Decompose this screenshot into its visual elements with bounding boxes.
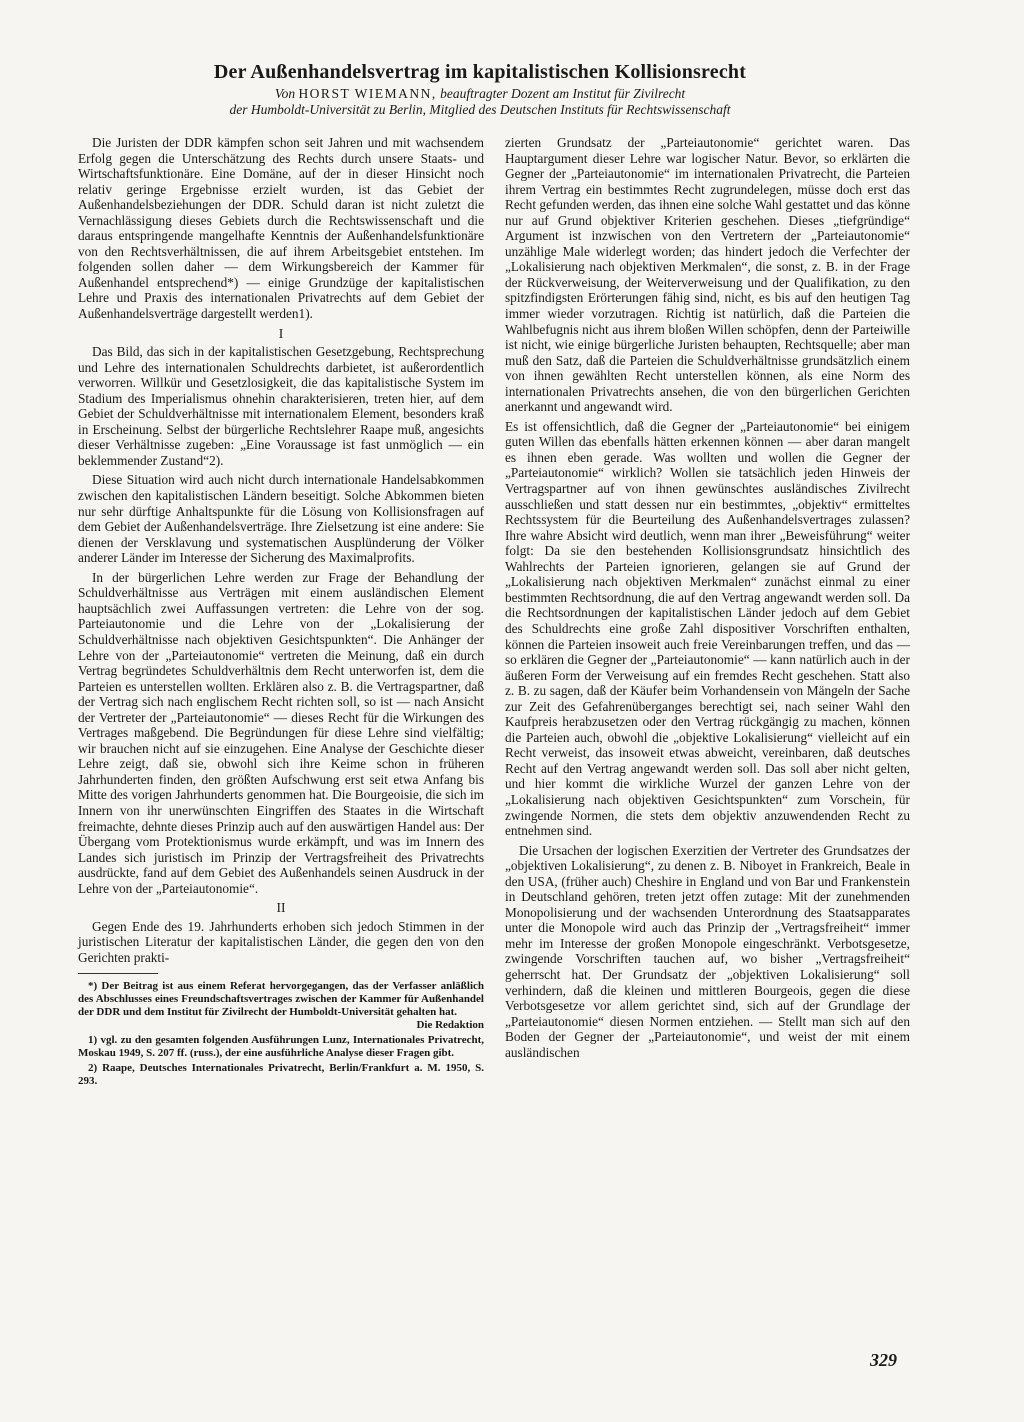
paragraph: Die Juristen der DDR kämpfen schon seit Jahren und mit wachsendem Erfolg gegen die Unterschätzung des Rechts durch unsere Staats- und Wirtschaftsfunktionäre. Eine Domäne, auf der in dieser Hinsicht noch relativ geringe Ergebnisse erzielt wurden, ist das Gebiet der Außenhandelsbeziehungen der DDR. Schuld daran ist nicht zuletzt die Vernachlässigung dieses Gebiets durch die Rechtswissenschaft und die daraus entspringende mangelhafte Kenntnis der Außenhandelsfunktionäre von den Rechtsverhältnissen, die auf ihrem Arbeitsgebiet entstehen. Im folgenden sollen daher — dem Wirkungsbereich der Kammer für Außenhandel entsprechend*) — einige Grundzüge der kapitalistischen Lehre und Praxis des internationalen Privatrechts auf dem Gebiet der Außenhandelsverträge dargestellt werden1). xyxy=(78,135,484,322)
paragraph: In der bürgerlichen Lehre werden zur Frage der Behandlung der Schuldverhältnisse aus Verträgen mit einem ausländischen Element hauptsächlich zwei Auffassungen vertreten: die Lehre von der sog. Parteiautonomie und die Lehre von der „Lokalisierung der Schuldverhältnisse nach objektiven Gesichtspunkten“. Die Anhänger der Lehre von der „Parteiautonomie“ vertreten die Meinung, daß ein durch Vertrag begründetes Schuldverhältnis dem Recht unterworfen ist, dem die Parteien es unterstellen wollten. Erklären also z. B. die Vertragspartner, daß der Vertrag sich nach englischem Recht richten soll, so ist — nach Ansicht der Vertreter der „Parteiautonomie“ — dieses Recht für die Wirkungen des Vertrages maßgebend. Die Begründungen für diese Lehre sind vielfältig; wir brauchen nicht auf sie einzugehen. Eine Analyse der Geschichte dieser Lehre zeigt, daß sie, obwohl sich ihre Keime schon in früheren Jahrhunderten finden, den größten Aufschwung erst seit etwa Anfang bis Mitte des vorigen Jahrhunderts genommen hat. Die Bourgeoisie, die sich im Innern von ihr unerwünschten Eingriffen des Staates in die Wirtschaft freimachte, dehnte dieses Prinzip auch auf den auswärtigen Handel aus: Der Übergang vom Protektionismus wurde erkämpft, und was im Innern des Landes sich juristisch im Prinzip der Vertragsfreiheit des Privatrechts ausdrückte, fand auf dem Gebiet des Außenhandels seinen Ausdruck in der Lehre von der „Parteiautonomie“. xyxy=(78,569,484,896)
footnote: 2) Raape, Deutsches Internationales Privatrecht, Berlin/Frankfurt a. M. 1950, S. 293. xyxy=(78,1062,484,1088)
byline-line-2: der Humboldt-Universität zu Berlin, Mitglied des Deutschen Instituts für Rechtswissenschaft xyxy=(229,102,731,117)
paragraph: Das Bild, das sich in der kapitalistischen Gesetzgebung, Rechtsprechung und Lehre des internationalen Schuldrechts darbietet, ist außerordentlich verworren. Willkür und Gesetzlosigkeit, die das kapitalistische System im Stadium des Imperialismus ohnehin charakterisieren, treten hier, auf dem Gebiet der Schuldverhältnisse mit internationalem Element, besonders kraß in Erscheinung. Selbst der bürgerliche Rechtslehrer Raape muß, angesichts dieser Verhältnisse zugeben: „Eine Voraussage ist fast unmöglich — ein beklemmender Zustand“2). xyxy=(78,344,484,468)
page-number: 329 xyxy=(870,1350,897,1370)
footnote: 1) vgl. zu den gesamten folgenden Ausführungen Lunz, Internationales Privatrecht, Moskau 1949, S. 207 ff. (russ.), der eine ausführliche Analyse dieser Fragen gibt. xyxy=(78,1034,484,1060)
article-header xyxy=(80,60,880,118)
footnotes xyxy=(78,980,484,1088)
right-column xyxy=(505,135,910,1064)
footnote-divider xyxy=(78,973,158,974)
byline-prefix: Von xyxy=(274,86,296,101)
section-heading-1: I xyxy=(278,325,284,341)
paragraph: zierten Grundsatz der „Parteiautonomie“ gerichtet waren. Das Hauptargument dieser Lehre war logischer Natur. Bevor, so erklärten die Gegner der „Parteiautonomie“ im internationalen Privatrecht, die Parteien ihrem Vertrag ein bestimmtes Recht zugrundelegen, müsse doch erst das Recht gefunden werden, das ihnen eine solche Wahl gestattet und das könne nur auf Grund objektiver Kriterien geschehen. Dieses „tiefgründige“ Argument ist inzwischen von den Vertretern der „Parteiautonomie“ unzählige Male widerlegt worden; das hindert jedoch die Verfechter der „Lokalisierung nach objektiven Merkmalen“, die sonst, z. B. in der Frage der Rückverweisung, der Weiterverweisung und der Qualifikation, zu den spitzfindigsten Erörterungen fähig sind, nicht, es bis auf den heutigen Tag immer wieder vorzutragen. Richtig ist natürlich, daß die Parteien die Wahlbefugnis nicht aus ihrem bloßen Willen schöpfen, denn der Parteiwille ist nicht, wie einige bürgerliche Juristen behaupten, Rechtsquelle; aber man muß den Satz, daß die Parteien die Schuldverhältnisse grundsätzlich einem von ihnen gewählten Recht unterstellen können, als eine Norm des internationalen Privatrechts ansehen, die von den bürgerlichen Gerichten anerkannt und angewandt wird. xyxy=(505,135,910,415)
section-heading-2: II xyxy=(276,900,286,916)
footnote-signature: Die Redaktion xyxy=(416,1019,484,1032)
author-affiliation: beauftragter Dozent am Institut für Zivilrecht xyxy=(440,86,686,101)
footnote xyxy=(78,980,484,1032)
byline-line-1 xyxy=(80,86,880,102)
paragraph: Es ist offensichtlich, daß die Gegner der „Parteiautonomie“ bei einigem guten Willen das ebenfalls hätten erkennen können — aber daran mangelt es ihnen eben gerade. Was wollten und wollen die Gegner der „Parteiautonomie“ wirklich? Wollen sie tatsächlich jeden Hinweis der Vertragspartner auf von ihnen gewünschtes ausländisches Zivilrecht ausschließen und statt dessen nur ein bestimmtes, „objektiv“ ermitteltes Rechtssystem für die Beurteilung des Außenhandelsvertrages zulassen? Ihre wahre Absicht wird deutlich, wenn man ihrer „Beweisführung“ weiter folgt: Da sie den bestehenden Kollisionsgrundsatz hinsichtlich des Wahlrechts der Parteien ignorieren, gelangen sie auf Grund der „Lokalisierung nach objektiven Merkmalen“ zunächst einmal zu einer bestimmten Rechtsordnung, die auf den Vertrag angewandt werden soll. Da die Rechtsordnungen der kapitalistischen Länder jedoch auf dem Gebiet des Schuldrechts eine große Zahl dispositiver Vorschriften enthalten, können die Parteien insoweit auch freie Vereinbarungen treffen, und das — so erklären die Gegner der „Parteiautonomie“ — kann natürlich auch in der äußeren Form der Verweisung auf ein fremdes Recht geschehen. Statt also z. B. zu sagen, daß der Käufer beim Vorhandensein von Mängeln der Sache zur Zeit des Gefahrenüberganges berechtigt sei, nach seiner Wahl den Kaufpreis herabzusetzen oder den Vertrag rückgängig zu machen, können die Parteien auch, obwohl die „objektive Lokalisierung“ vielleicht auf ein Recht verweist, das insoweit etwas abweicht, vereinbaren, daß deutsches Recht auf den Vertrag angewandt werden soll. Das soll aber nicht gelten, und hier kommt die wirkliche Wurzel der ganzen Lehre von der „Lokalisierung nach objektiven Gesichtspunkten“ zum Vorschein, für zwingende Normen, die stets dem objektiv anzuwendenden Recht zu entnehmen sind. xyxy=(505,418,910,839)
author-name: HORST WIEMANN, xyxy=(298,86,437,101)
paragraph: Diese Situation wird auch nicht durch internationale Handelsabkommen zwischen den kapitalistischen Ländern beseitigt. Solche Abkommen bieten nur sehr dürftige Anhaltspunkte für die Lösung von Kollisionsfragen auf dem Gebiet der Außenhandelsverträge. Ihre Zielsetzung ist eine andere: Sie dienen der Versklavung und systematischen Ausplünderung der Völker anderer Länder im Interesse der Sicherung des Maximalprofits. xyxy=(78,472,484,566)
paragraph: Gegen Ende des 19. Jahrhunderts erhoben sich jedoch Stimmen in der juristischen Literatur der kapitalistischen Länder, die gegen den von den Gerichten prakti- xyxy=(78,918,484,965)
left-column xyxy=(78,135,484,1090)
footnote-text: *) Der Beitrag ist aus einem Referat hervorgegangen, das der Verfasser anläßlich des Abschlusses eines Freundschaftsvertrages zwischen der Kammer für Außenhandel der DDR und dem Institut für Zivilrecht der Humboldt-Universität gehalten hat. xyxy=(78,980,484,1019)
paragraph: Die Ursachen der logischen Exerzitien der Vertreter des Grundsatzes der „objektiven Lokalisierung“, zu denen z. B. Niboyet in Frankreich, Beale in den USA, (früher auch) Cheshire in England und von Bar und Frankenstein in Deutschland gehören, treten jetzt offen zutage: Mit der zunehmenden Monopolisierung und der wachsenden Unterordnung des Staatsapparates unter die Monopole wird auch das Prinzip der „Vertragsfreiheit“ immer mehr im Interesse der großen Monopole eingeschränkt. Verbotsgesetze, zwingende Vorschriften tauchen auf, wo bisher „Vertragsfreiheit“ geherrscht hat. Der Grundsatz der „objektiven Lokalisierung“ soll verhindern, daß die kleinen und mittleren Bourgeois, gegen die diese Verbotsgesetze vor allem gerichtet sind, sich auf der Grundlage der „Parteiautonomie“ diesen Normen entziehen. — Stellt man sich auf den Boden der Gegner der „Parteiautonomie“, und weist der mit einem ausländischen xyxy=(505,842,910,1060)
article-title: Der Außenhandelsvertrag im kapitalistischen Kollisionsrecht xyxy=(213,61,747,83)
